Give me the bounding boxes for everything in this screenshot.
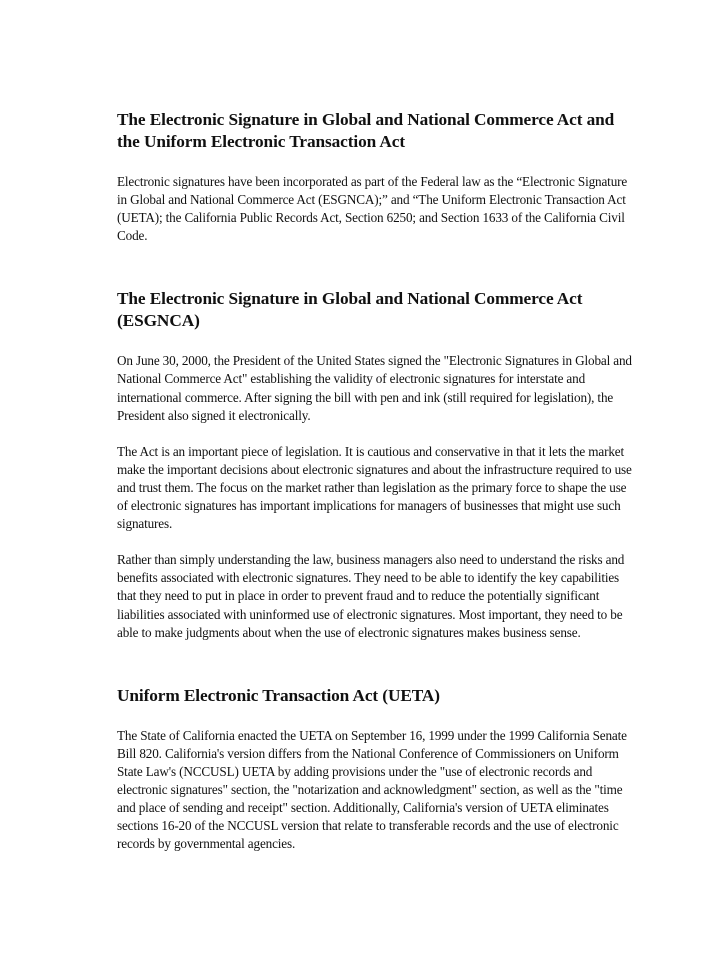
section-paragraph: The State of California enacted the UETA on September 16, 1999 under the 1999 California Senate Bill 820. California's version differs from the National Conference of Commissioners on Uniform State Law's (NCCUSL) UETA by adding provisions under the "use of electronic records and electronic signatures" section, the "notarization and acknowledgment" section, as well as the "time and place of sending and receipt" section. Additionally, California's version of UETA eliminates sections 16-20 of the NCCUSL version that relate to transferable records and the use of electronic records by governmental agencies. xyxy=(117,727,627,852)
section-paragraph: On June 30, 2000, the President of the United States signed the "Electronic Signatures in Global and National Commerce Act" establishing the validity of electronic signatures for interstate and international commerce. After signing the bill with pen and ink (still required for legislation), the President also signed it electronically. xyxy=(117,353,632,423)
document-page xyxy=(117,109,637,853)
section-heading-esign-ueta: The Electronic Signature in Global and National Commerce Act and the Uniform Electronic Transaction Act xyxy=(117,110,615,151)
section-paragraph: Rather than simply understanding the law, business managers also need to understand the risks and benefits associated with electronic signatures. They need to be able to identify the key capabilities that they need to put in place in order to prevent fraud and to reduce the potentially significant liabilities associated with uninformed use of electronic signatures. Most important, they need to be able to make judgments about when the use of electronic signatures makes business sense. xyxy=(117,552,625,640)
section-paragraph: The Act is an important piece of legislation. It is cautious and conservative in that it lets the market make the important decisions about electronic signatures and about the infrastructure required to use and trust them. The focus on the market rather than legislation as the primary force to shape the use of electronic signatures has important implications for managers of businesses that might use such signatures. xyxy=(117,443,632,532)
section-paragraph: Electronic signatures have been incorporated as part of the Federal law as the “Electronic Signature in Global and National Commerce Act (ESGNCA);” and “The Uniform Electronic Transaction Act (UETA); the California Public Records Act, Section 6250; and Section 1633 of the California Civil Code. xyxy=(117,174,628,244)
section-heading-ueta: Uniform Electronic Transaction Act (UETA) xyxy=(117,685,440,705)
section-heading-esgnca: The Electronic Signature in Global and National Commerce Act (ESGNCA) xyxy=(117,289,583,331)
